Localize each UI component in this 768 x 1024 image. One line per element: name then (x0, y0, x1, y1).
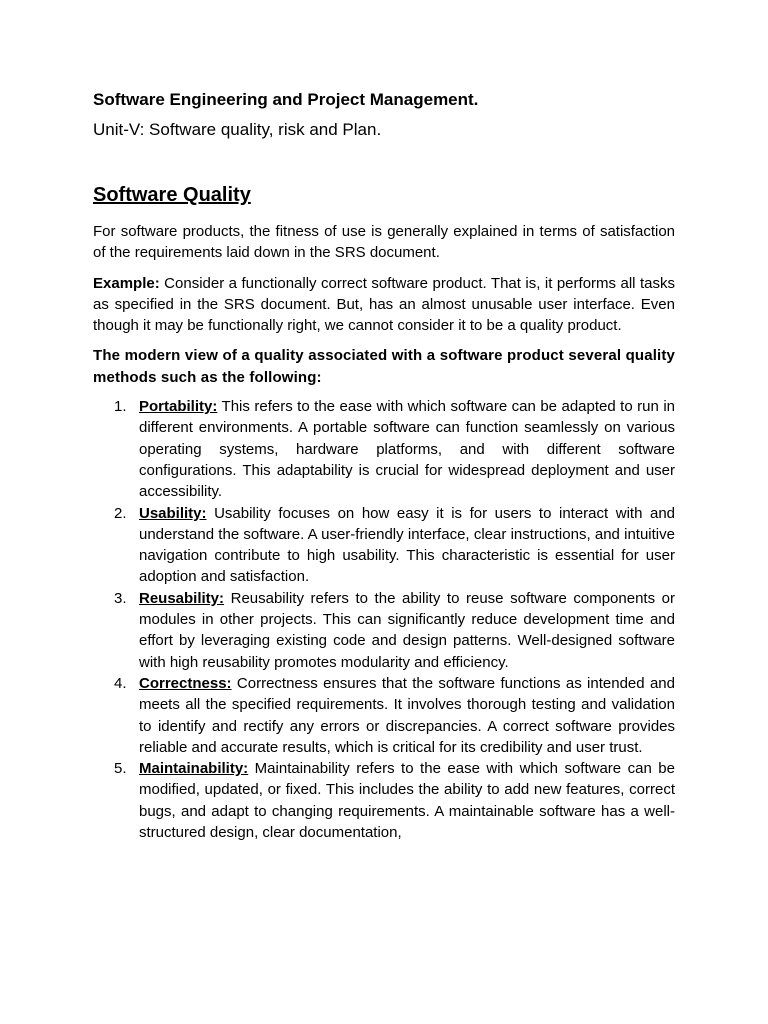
list-item-term: Reusability: (139, 589, 225, 607)
list-item (93, 588, 675, 673)
list-item (93, 673, 675, 758)
list-item-text: This refers to the ease with which software can be adapted to run in different environments. A portable software can function seamlessly on various operating systems, hardware platforms, and with different software configurations. This adaptability is crucial for widespread deployment and user accessibility. (139, 398, 675, 501)
list-item (93, 503, 675, 588)
list-item-number: 1. (114, 398, 127, 416)
example-text: Consider a functionally correct software product. That is, it performs all tasks as specified in the SRS document. But, has an almost unusable user interface. Even though it may be functionally right, we cannot consider it to be a quality product. (93, 274, 675, 335)
list-item-term: Usability: (139, 504, 207, 522)
list-item-text: Maintainability refers to the ease with which software can be modified, updated, or fixed. This includes the ability to add new features, correct bugs, and adapt to changing requirements. A maintainable software has a well-structured design, clear documentation, (139, 760, 675, 842)
list-item-text: Usability focuses on how easy it is for users to interact with and understand the software. A user-friendly interface, clear instructions, and intuitive navigation contribute to high usability. This characteristic is essential for user adoption and satisfaction. (139, 504, 675, 586)
intro-paragraph: For software products, the fitness of use is generally explained in terms of satisfaction of the requirements laid down in the SRS document. (93, 223, 675, 262)
list-item-number: 5. (114, 760, 127, 778)
example-label: Example: (93, 274, 160, 292)
list-item-text: Reusability refers to the ability to reuse software components or modules in other projects. This can significantly reduce development time and effort by leveraging existing code and design patterns. Well-designed software with high reusability promotes modularity and efficiency. (139, 589, 675, 671)
list-item-number: 3. (114, 589, 127, 607)
list-item-number: 4. (114, 674, 127, 692)
list-item-text: Correctness ensures that the software functions as intended and meets all the specified requirements. It involves thorough testing and validation to identify and rectify any errors or discrepancies. A correct software provides reliable and accurate results, which is critical for its credibility and user trust. (139, 674, 675, 756)
list-item (93, 758, 675, 843)
list-item-term: Correctness: (139, 674, 232, 692)
example-paragraph (93, 273, 675, 337)
section-heading: Software Quality (93, 184, 251, 206)
document-title: Software Engineering and Project Management. (93, 90, 479, 109)
document-subtitle: Unit-V: Software quality, risk and Plan. (93, 120, 382, 139)
list-item-number: 2. (114, 504, 127, 522)
list-item-term: Portability: (139, 398, 218, 416)
list-item (93, 396, 675, 502)
document-page (93, 88, 675, 843)
list-item-term: Maintainability: (139, 760, 249, 778)
quality-list (93, 396, 675, 843)
lead-paragraph: The modern view of a quality associated with a software product several quality methods such as the following: (93, 347, 675, 386)
